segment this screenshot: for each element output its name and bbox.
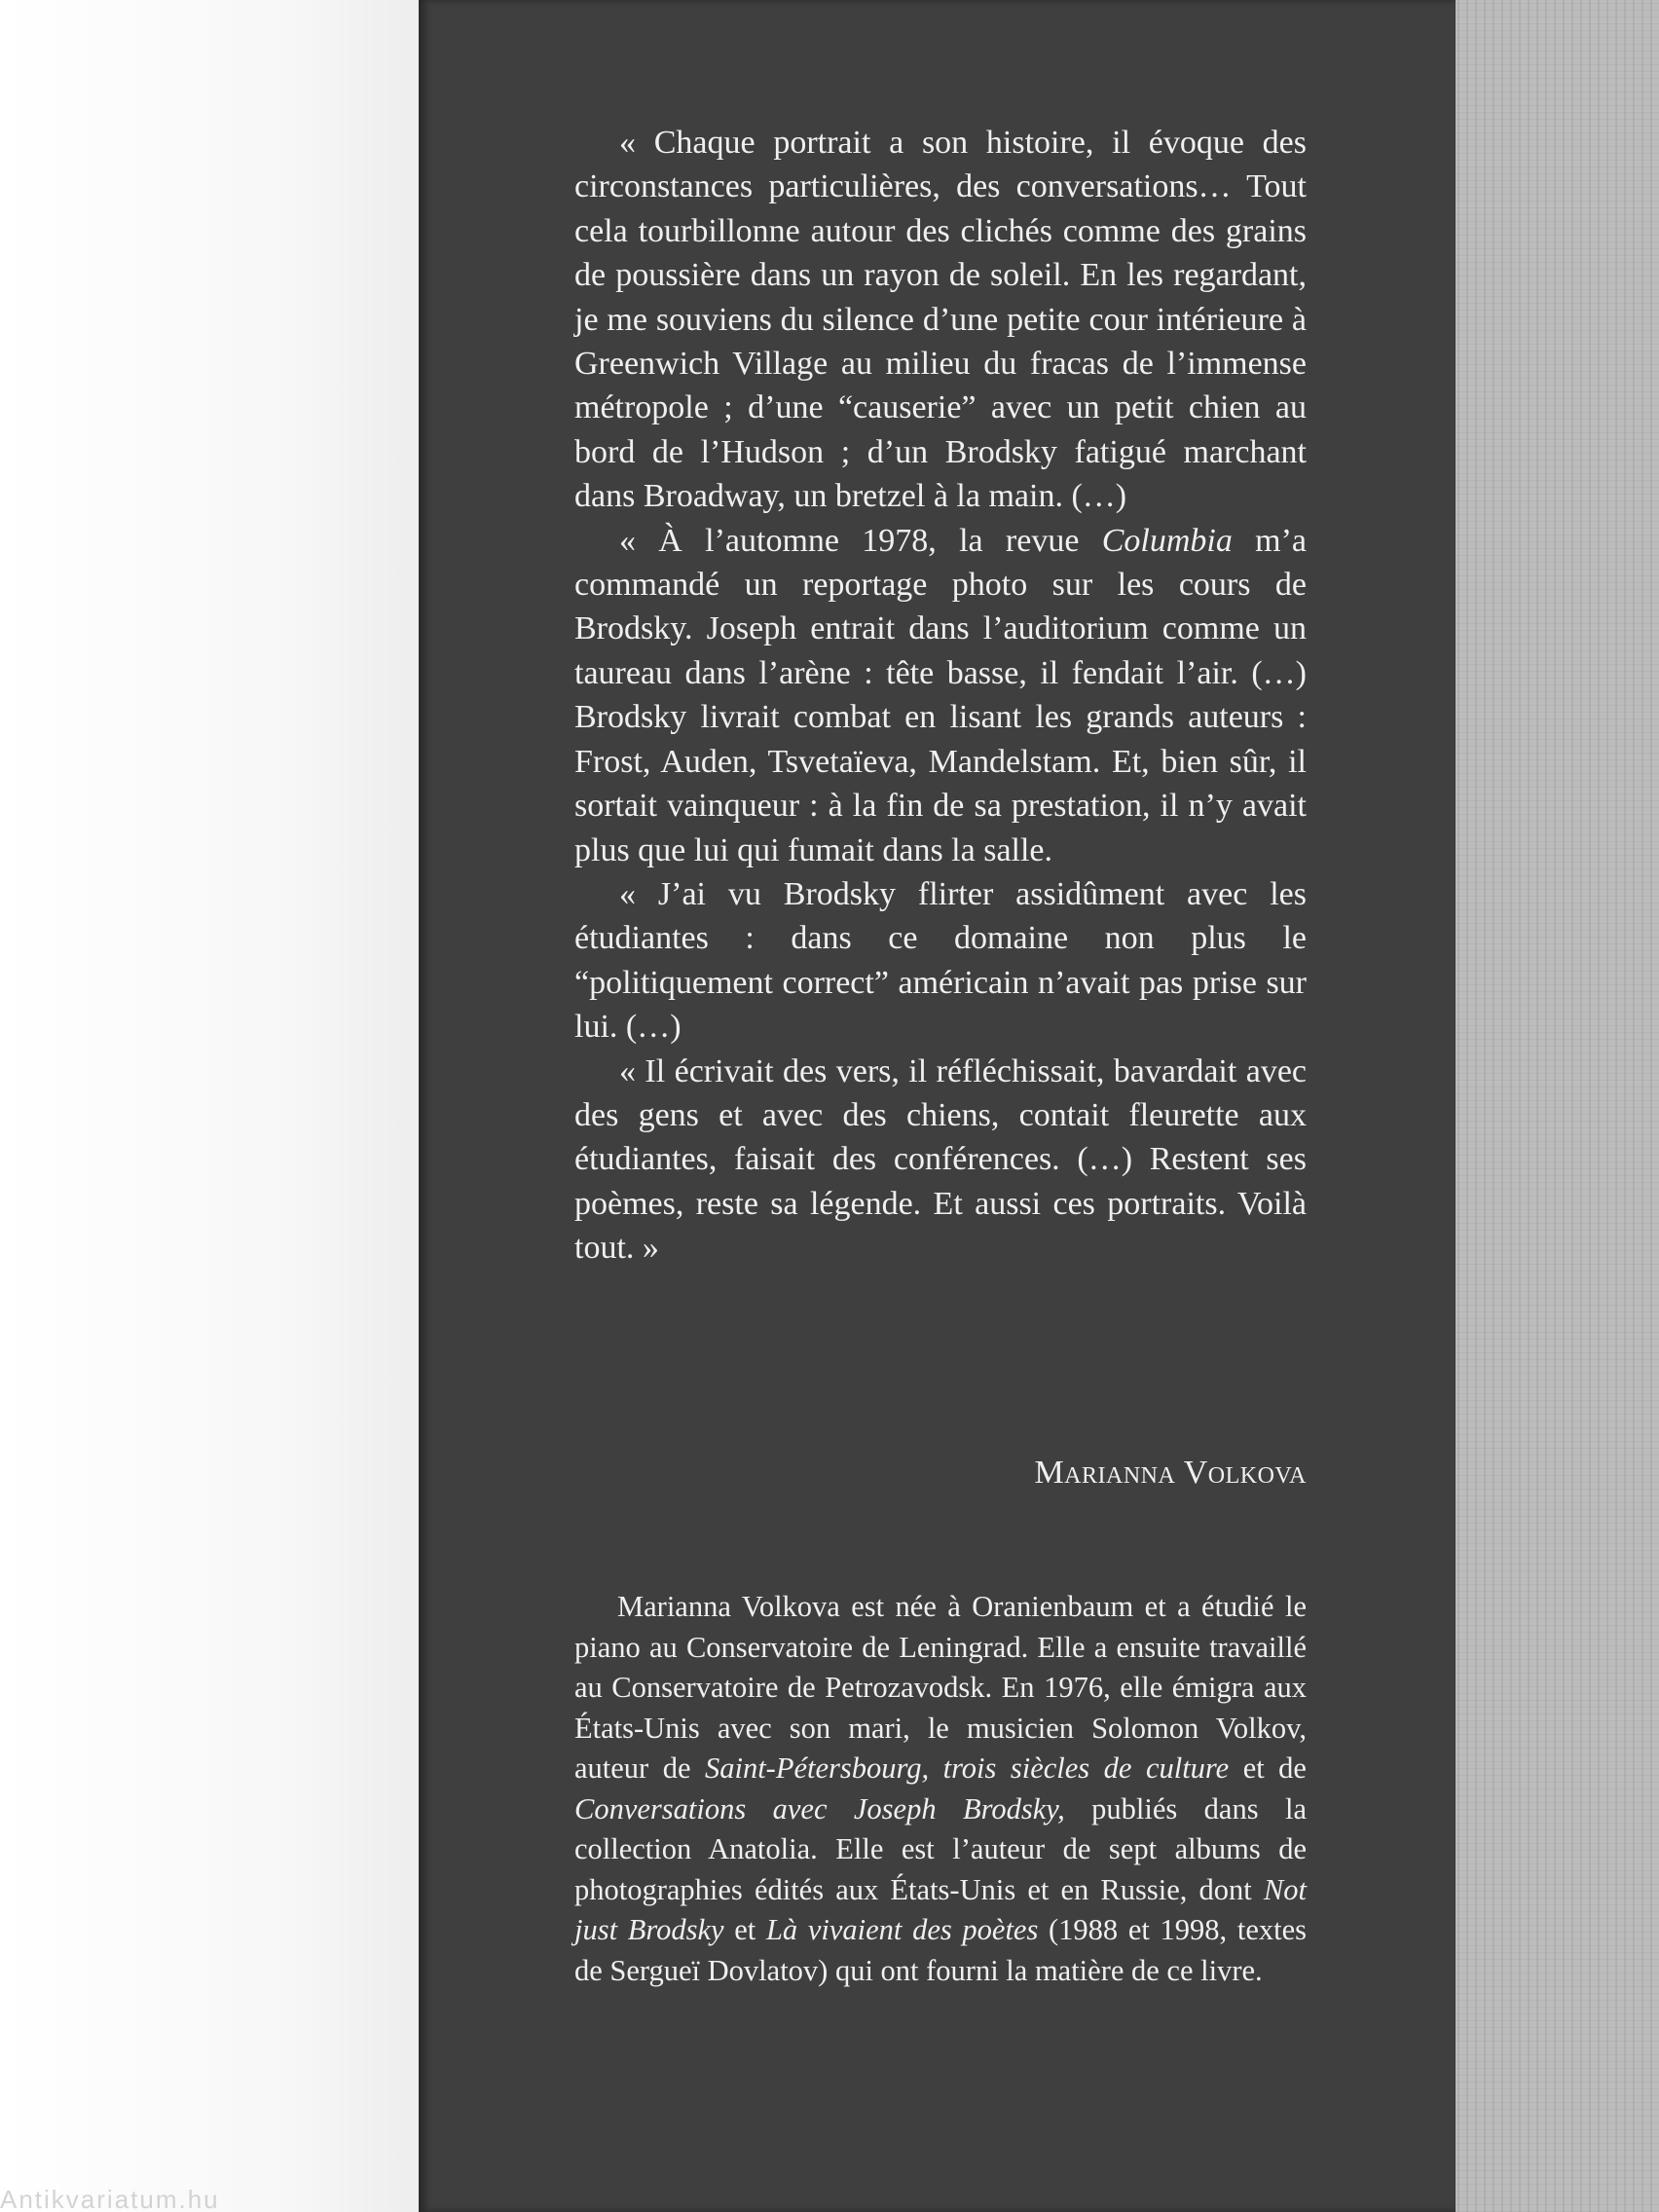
bio-text-2: et de [1229,1751,1307,1785]
background-texture [1449,0,1659,2212]
author-bio [574,1587,1307,1991]
bio-text-5: (1988 et 1998, textes de Sergueï Dovlatov) qui ont fourni la matière de ce livre. [574,1913,1307,1987]
quote-paragraph-2-end: m’a commandé un reportage photo sur les cours de Brodsky. Joseph entrait dans l’auditorium comme un taureau dans l’arène : tête basse, il fendait l’air. (…) Brodsky livrait combat en lisant les grands auteurs : Frost, Auden, Tsvetaïeva, Mandelstam. Et, bien sûr, il sortait vainqueur : à la fin de sa prestation, il n’y avait plus que lui qui fumait dans la salle. [574,522,1307,868]
quote-block [574,121,1307,1271]
bio-text-4: et [723,1913,766,1946]
quote-paragraph-2 [574,519,1307,872]
quote-paragraph-1: « Chaque portrait a son histoire, il évoque des circonstances particulières, des conversations… Tout cela tourbillonne autour des clichés comme des grains de poussière dans un rayon de soleil. En les regardant, je me souviens du silence d’une petite cour intérieure à Greenwich Village au milieu du fracas de l’immense métropole ; d’une “causerie” avec un petit chien au bord de l’Hudson ; d’un Brodsky fatigué marchant dans Broadway, un bretzel à la main. (…) [574,125,1307,515]
quote-paragraph-2-start: « À l’automne 1978, la revue [619,522,1102,559]
quote-paragraph-3: « J’ai vu Brodsky flirter assidûment avec les étudiantes : dans ce domaine non plus le “politiquement correct” américain n’avait pas prise sur lui. (…) [574,875,1307,1046]
author-signature: Marianna Volkova [1034,1455,1307,1491]
bio-book-title-3: Not just Brodsky [574,1872,1307,1946]
bio-text-1: Marianna Volkova est née à Oranienbaum et a étudié le piano au Conservatoire de Leningrad. Elle a ensuite travaillé au Conservatoire de Petrozavodsk. En 1976, elle émigra aux États-Unis avec son mari, le musicien Solomon Volkov, auteur de [574,1590,1307,1785]
bio-book-title-2: Conversations avec Joseph Brodsky, [574,1791,1065,1825]
left-page-margin [0,0,419,2212]
magazine-title: Columbia [1101,522,1233,559]
bio-text-3: publiés dans la collection Anatolia. Elle est l’auteur de sept albums de photographies édités aux États-Unis et en Russie, dont [574,1791,1307,1906]
quote-paragraph-4: « Il écrivait des vers, il réfléchissait, bavardait avec des gens et avec des chiens, contait fleurette aux étudiantes, faisait des conférences. (…) Restent ses poèmes, reste sa légende. Et aussi ces portraits. Voilà tout. » [574,1052,1307,1267]
bio-paragraph [574,1587,1307,1991]
bio-book-title-1: Saint-Pétersbourg, trois siècles de culture [704,1751,1230,1785]
bio-book-title-4: Là vivaient des poètes [765,1913,1039,1946]
watermark-text: Antikvariatum.hu [0,2185,220,2212]
